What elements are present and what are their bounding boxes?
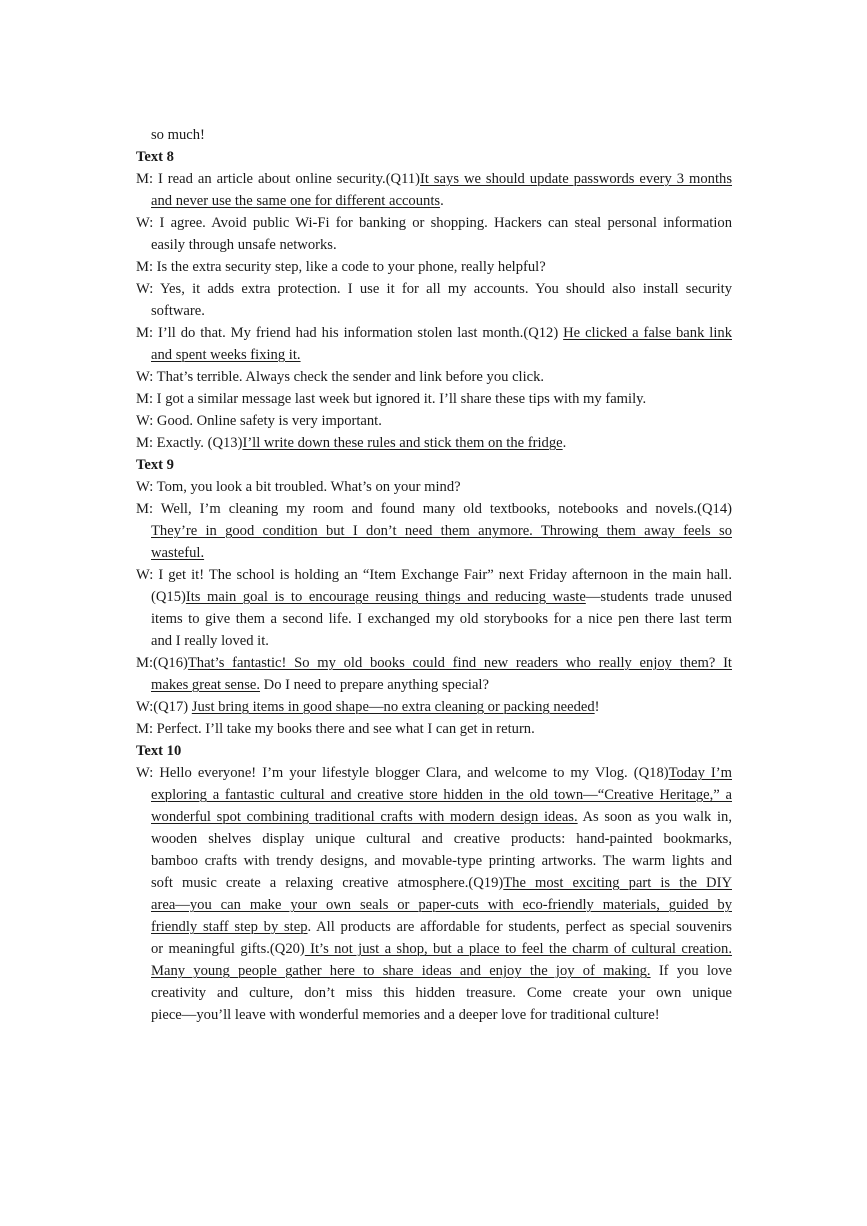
monologue-line-continued: soft music create a relaxing creative atmosphere.(Q19)The most exciting part is the DIY	[151, 875, 732, 891]
monologue-line-continued	[136, 784, 732, 806]
dialogue-line-continued: and I really loved it.	[151, 633, 269, 649]
section-heading-text-8: Text 8	[136, 149, 174, 165]
underlined-answer: wonderful spot combining traditional crafts with modern design ideas.	[151, 809, 578, 825]
underlined-answer: I’ll write down these rules and stick them on the fridge	[242, 435, 563, 451]
monologue-line-continued: wooden shelves display unique cultural and creative products: hand-painted bookmarks,	[151, 831, 732, 847]
dialogue-line: W: Good. Online safety is very important.	[136, 413, 382, 429]
section-heading-text-10: Text 10	[136, 743, 182, 759]
underlined-answer: He clicked a false bank link	[563, 325, 732, 341]
dialogue-line-continued	[136, 542, 732, 564]
text-line: so much!	[151, 127, 205, 143]
underlined-answer: Its main goal is to encourage reusing things and reducing waste	[185, 589, 586, 605]
dialogue-line: M:(Q16)That’s fantastic! So my old books could find new readers who really enjoy them? It	[136, 655, 732, 671]
section-heading-text-9: Text 9	[136, 457, 174, 473]
dialogue-line: W: That’s terrible. Always check the sender and link before you click.	[136, 369, 545, 385]
dialogue-line: M: Exactly. (Q13)I’ll write down these rules and stick them on the fridge.	[136, 435, 567, 451]
dialogue-line-continued: items to give them a second life. I exchanged my old storybooks for a nice pen there last term	[151, 611, 732, 627]
underlined-answer: exploring a fantastic cultural and creative store hidden in the old town—“Creative Heritage,” a	[151, 787, 732, 803]
monologue-line-continued: friendly staff step by step. All products are affordable for students, perfect as special souvenirs	[151, 919, 732, 935]
underlined-answer: Many young people gather here to share ideas and enjoy the joy of making.	[151, 963, 651, 979]
dialogue-line-continued	[136, 520, 732, 542]
underlined-answer: and never use the same one for different accounts	[151, 193, 441, 209]
underlined-answer: Just bring items in good shape—no extra cleaning or packing needed	[191, 699, 595, 715]
dialogue-line: M: Perfect. I’ll take my books there and see what I can get in return.	[136, 721, 535, 737]
underlined-answer: wasteful.	[151, 545, 205, 561]
monologue-line-continued: wonderful spot combining traditional crafts with modern design ideas. As soon as you walk in,	[151, 809, 732, 825]
dialogue-line: M: I’ll do that. My friend had his information stolen last month.(Q12) He clicked a false bank link	[136, 325, 732, 341]
dialogue-line-continued: and never use the same one for different accounts.	[151, 193, 444, 209]
underlined-answer: It says we should update passwords every 3 months	[420, 171, 732, 187]
dialogue-line: M: I read an article about online security.(Q11)It says we should update passwords every 3 months	[136, 171, 732, 187]
dialogue-line: W: I agree. Avoid public Wi-Fi for banking or shopping. Hackers can steal personal information	[136, 215, 732, 231]
underlined-answer: and spent weeks fixing it.	[151, 347, 301, 363]
underlined-answer: It’s not just a shop, but a place to feel the charm of cultural creation.	[304, 941, 732, 957]
underlined-answer: The most exciting part is the DIY	[503, 875, 732, 891]
dialogue-line: W:(Q17) Just bring items in good shape—no extra cleaning or packing needed!	[136, 699, 600, 715]
underlined-answer: friendly staff step by step	[151, 919, 308, 935]
dialogue-line-continued: makes great sense. Do I need to prepare anything special?	[151, 677, 489, 693]
monologue-line-continued: bamboo crafts with trendy designs, and movable-type printing artworks. The warm lights and	[151, 853, 732, 869]
monologue-line: W: Hello everyone! I’m your lifestyle blogger Clara, and welcome to my Vlog. (Q18)Today I’m	[136, 765, 732, 781]
dialogue-line: M: I got a similar message last week but ignored it. I’ll share these tips with my family.	[136, 391, 647, 407]
underlined-answer: makes great sense.	[151, 677, 261, 693]
dialogue-line: M: Well, I’m cleaning my room and found many old textbooks, notebooks and novels.(Q14)	[136, 501, 732, 517]
monologue-line-continued: piece—you’ll leave with wonderful memories and a deeper love for traditional culture!	[151, 1007, 660, 1023]
dialogue-line-continued	[136, 344, 732, 366]
monologue-line-continued: or meaningful gifts.(Q20) It’s not just a shop, but a place to feel the charm of cultural creation.	[151, 941, 732, 957]
dialogue-line-continued: (Q15)Its main goal is to encourage reusing things and reducing waste—students trade unused	[151, 589, 732, 605]
dialogue-line-continued: easily through unsafe networks.	[151, 237, 337, 253]
transcript-text	[136, 124, 732, 1026]
monologue-line-continued: Many young people gather here to share ideas and enjoy the joy of making. If you love	[151, 963, 732, 979]
dialogue-line: M: Is the extra security step, like a code to your phone, really helpful?	[136, 259, 546, 275]
underlined-answer: They’re in good condition but I don’t need them anymore. Throwing them away feels so	[151, 523, 732, 539]
underlined-answer: area—you can make your own seals or paper-cuts with eco-friendly materials, guided by	[151, 897, 732, 913]
dialogue-line: W: I get it! The school is holding an “Item Exchange Fair” next Friday afternoon in the main hall.	[136, 567, 732, 583]
dialogue-line-continued: software.	[151, 303, 205, 319]
underlined-answer: That’s fantastic! So my old books could find new readers who really enjoy them? It	[187, 655, 732, 671]
dialogue-line: W: Tom, you look a bit troubled. What’s on your mind?	[136, 479, 461, 495]
monologue-line-continued: creativity and culture, don’t miss this hidden treasure. Come create your own unique	[151, 985, 732, 1001]
underlined-answer: Today I’m	[668, 765, 732, 781]
monologue-line-continued	[136, 894, 732, 916]
dialogue-line: W: Yes, it adds extra protection. I use it for all my accounts. You should also install security	[136, 281, 732, 297]
